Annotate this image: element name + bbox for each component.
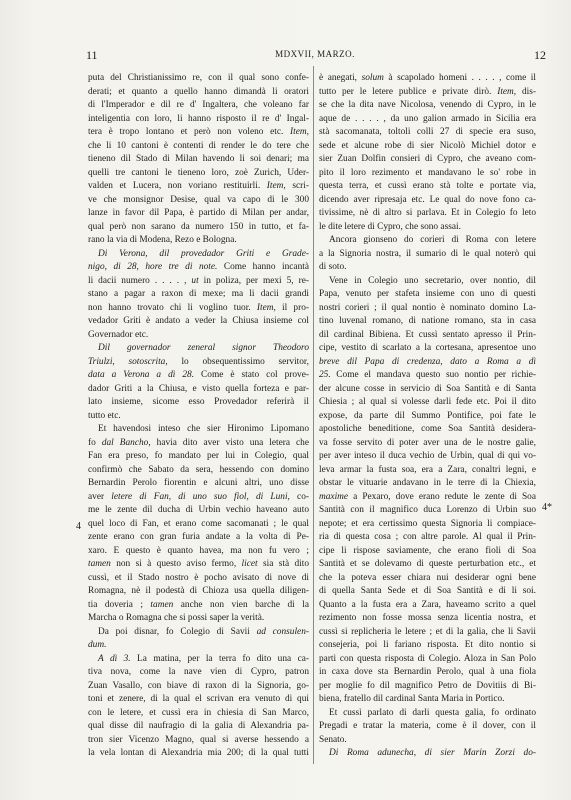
text-segment: ve che monsignor Desise, qual va capo di le 300: [88, 194, 309, 205]
running-header: [80, 48, 550, 62]
text-segment: cipe, vestito di scarlato a la cortesana, apresentoe uno: [319, 343, 536, 353]
text-segment: ria di questa cosa ; con altre parole. Al qual il Prin-: [319, 532, 536, 542]
text-line: [319, 437, 536, 451]
text-segment: è anegati,: [319, 73, 362, 83]
text-segment: tino luvenal romano, di natione romano, sta in casa: [319, 316, 536, 326]
text-line: [88, 747, 309, 761]
text-segment: rezimento non fosse mossa senza licentia nostra, et: [319, 613, 536, 623]
text-line: [319, 545, 536, 559]
text-segment: Da poi disnar, fo Colegio di Savii: [98, 626, 257, 637]
text-line: [319, 558, 536, 572]
text-line: [88, 356, 309, 370]
text-segment: Marcha o Romagna che si possi saper la verità.: [88, 613, 265, 623]
text-segment: Come el mandava questo suo nontio per richie-: [330, 370, 536, 380]
text-line: [319, 707, 536, 721]
text-segment: Ancora gionseno do corieri di Roma con letere: [329, 235, 536, 245]
text-segment: co-: [289, 491, 309, 502]
text-segment: tiva nova, come la nave vien di Cypro, patron: [88, 667, 309, 677]
text-segment: La matina, per la terra fo dito una ca-: [130, 653, 309, 664]
text-line: [319, 720, 536, 734]
text-line: [319, 491, 536, 505]
text-segment: sia stà dito: [257, 559, 309, 569]
text-line: [88, 369, 309, 383]
text-segment: biena, fratello dil cardinal Santa Maria in Portico.: [319, 694, 505, 704]
text-segment: Quanto a la fusta era a Zara, haveamo scrito a quel: [319, 599, 536, 610]
text-line: [88, 680, 309, 694]
text-segment: nigo, di 28, hore tre di note.: [88, 262, 218, 272]
text-segment: in poliza, per mexi 5, re-: [198, 275, 309, 286]
running-title: MDXVII, MARZO.: [275, 49, 355, 59]
text-line: [88, 221, 309, 235]
text-line: [319, 666, 536, 680]
text-line: [319, 680, 536, 694]
text-line: [88, 437, 309, 451]
text-segment: a Pexaro, dove erano redute le zente di Soa: [348, 491, 536, 502]
text-segment: Triulzi, sotoscrita,: [88, 356, 168, 367]
text-line: [88, 558, 309, 572]
text-segment: Item,: [256, 302, 276, 313]
text-line: [319, 221, 536, 235]
text-segment: Come è stato col prove-: [194, 370, 309, 380]
text-line: [319, 153, 536, 167]
text-segment: breve dil Papa di credenza, dato a Roma a dì: [319, 356, 536, 367]
text-segment: cussì, et il Stado nostro è pocho avisato di nove di: [88, 572, 309, 583]
text-segment: ad consulen-: [256, 626, 309, 637]
text-segment: che la poteva esser chiara nui desiderar ogni bene: [319, 572, 536, 583]
text-segment: partì con questa risposta di Colegio. Aloza in San Polo: [319, 653, 536, 664]
text-line: [319, 369, 536, 383]
text-line: [88, 410, 309, 424]
text-segment: scri-: [285, 181, 309, 191]
text-segment: obstar le vituarie andavano in le terre di la Chiexia,: [319, 478, 536, 488]
text-line: [319, 747, 536, 761]
text-segment: stano a pagar a raxon di mexe; ma li dacii grandi: [88, 289, 309, 299]
text-line: [88, 734, 309, 748]
text-line: [88, 261, 309, 275]
text-line: [88, 545, 309, 559]
text-segment: letere di Fan, di uno suo fiol, di Luni,: [111, 491, 290, 502]
text-segment: questa terra, et cussì erano stà tolte e portate via,: [319, 181, 536, 191]
text-line: [319, 261, 536, 275]
text-segment: rano la via di Modena, Rezo e Bologna.: [88, 235, 237, 245]
text-segment: aver: [88, 491, 112, 502]
text-line: [319, 167, 536, 181]
text-line: [88, 113, 309, 127]
text-line: [88, 383, 309, 397]
text-line: [88, 396, 309, 410]
text-segment: Senato.: [319, 734, 347, 745]
text-line: [319, 464, 536, 478]
text-segment: Di Verona, dil provedador Griti e Grade-: [98, 248, 309, 259]
text-segment: à scapolado homeni . . . . , come il: [383, 73, 536, 83]
text-segment: dal Bancho,: [101, 437, 151, 448]
text-segment: tutto etc.: [88, 410, 121, 421]
text-line: [319, 504, 536, 518]
text-line: [319, 329, 536, 343]
text-line: [319, 693, 536, 707]
text-line: [319, 396, 536, 410]
text-segment: Et havendosi inteso che sier Hironimo Lipomano: [98, 424, 309, 434]
text-line: [319, 288, 536, 302]
text-line: [319, 734, 536, 748]
text-segment: Fan era preso, fo mandato per lui in Colegio, qual: [88, 451, 309, 461]
text-segment: toni et zenere, di la qual el scrivan era venuto di qui: [88, 694, 309, 704]
text-line: [88, 153, 309, 167]
text-line: [88, 450, 309, 464]
text-segment: dicendo aver ripresaja etc. Le qual do nove fono ca-: [319, 194, 536, 205]
text-line: [88, 207, 309, 221]
text-line: [319, 113, 536, 127]
text-line: [88, 126, 309, 140]
text-segment: der alcune cosse in servicio di Soa Santità e di Santa: [319, 383, 536, 394]
text-segment: consejeria, poi li fariano risposta. Et dito nontio si: [319, 640, 536, 650]
text-segment: con le letere, et cussì era in chiesia di San Marco,: [88, 707, 309, 718]
text-segment: havia dito aver visto una letera che: [150, 437, 310, 448]
text-line: [88, 329, 309, 343]
text-line: [319, 86, 536, 100]
text-segment: di soto.: [319, 262, 347, 272]
text-segment: per moglie fo dil magnifico Petro de Dovitiis di Bi-: [319, 680, 536, 691]
text-line: [319, 639, 536, 653]
text-segment: dil cardinal Bibiena. Et cussì sentato apresso il Prin-: [319, 329, 536, 340]
text-line: [88, 342, 309, 356]
text-segment: Di Roma adunecha, di sier Marin Zorzi do-: [329, 748, 536, 758]
text-line: [319, 72, 536, 86]
text-segment: zente erano con gran furia andate a la volta di Pe-: [88, 532, 309, 542]
text-line: [319, 126, 536, 140]
text-segment: Et cussì parlato di darli questa galia, fo ordinato: [329, 707, 536, 718]
text-segment: Item,: [290, 127, 309, 137]
text-segment: Chiesia ; al qual si volesse darli fede etc. Poi il dito: [319, 397, 536, 407]
text-line: [88, 653, 309, 667]
text-line: [319, 518, 536, 532]
text-segment: derati; et quanto a quello hanno dimandà li oratori: [88, 86, 309, 97]
text-line: [319, 207, 536, 221]
text-line: [88, 477, 309, 491]
text-line: [88, 72, 309, 86]
text-segment: 25.: [319, 370, 331, 380]
text-segment: dador Griti a la Chiusa, e visto quella forteza e par-: [88, 383, 309, 394]
text-line: [319, 342, 536, 356]
text-segment: maxime: [319, 491, 349, 502]
text-segment: qual però non sarano da numero 150 in tutto, et fa-: [88, 221, 309, 232]
text-segment: che li 10 cantoni è contenti di render le do tere che: [88, 140, 309, 151]
text-segment: Bernardin Perolo fiorentin e alcuni altri, uno disse: [88, 478, 309, 488]
text-line: [88, 167, 309, 181]
text-line: [319, 572, 536, 586]
text-segment: il pro-: [275, 302, 310, 313]
text-line: [88, 666, 309, 680]
text-segment: solum: [361, 73, 384, 83]
text-segment: valden et Lucera, non voriano restituirli.: [88, 181, 267, 191]
right-text-column: [319, 72, 536, 761]
text-segment: sier Zuan Dolfin consieri di Cypro, che aveano com-: [319, 154, 536, 164]
margin-note-right: 4*: [542, 502, 552, 513]
text-line: [88, 585, 309, 599]
text-segment: Santità con il magnifico duca Lorenzo di Urbin suo: [319, 505, 536, 515]
text-segment: tamen: [88, 559, 111, 569]
text-line: [319, 356, 536, 370]
text-segment: fo: [88, 437, 102, 448]
text-line: [88, 531, 309, 545]
text-line: [88, 302, 309, 316]
text-segment: Zuan Vasallo, con biave di raxon di la Signoria, go-: [88, 680, 309, 691]
text-segment: tieneno dil Stado di Milan havendo li soi denari; ma: [88, 154, 309, 164]
text-segment: apostoliche beneditione, come Soa Santità desidera-: [319, 424, 536, 434]
text-line: [88, 518, 309, 532]
text-segment: per aver inteso il duca vechio de Urbin, qual di qui vo-: [319, 451, 536, 461]
text-segment: quelli tre cantoni le tieneno loro, zoè Zurich, Uder-: [88, 167, 309, 178]
text-segment: di quella Santa Sede et di Soa Santità e di li soi.: [319, 586, 536, 596]
text-segment: dum.: [88, 640, 107, 650]
text-line: [319, 477, 536, 491]
text-segment: vedador Griti è andato a veder la Chiusa insieme col: [88, 316, 309, 326]
page-number-left: 11: [86, 48, 98, 62]
text-segment: tron sier Vicenzo Magno, qual si averse hessendo a: [88, 734, 309, 745]
text-segment: inteligentia con loro, li hanno risposto il re d' Ingal-: [88, 113, 309, 124]
text-segment: nepote; et era certissimo questa Signoria li compiace-: [319, 518, 536, 529]
text-segment: Come hanno incantà: [217, 262, 309, 272]
text-segment: tia doveria ;: [88, 599, 151, 610]
text-segment: confirmò che Sabato da sera, hessendo con domino: [88, 464, 309, 475]
text-segment: se che la dita nave Nicolosa, venendo di Cypro, in le: [319, 100, 536, 110]
text-segment: A dì 3.: [98, 653, 131, 664]
text-line: [319, 585, 536, 599]
text-line: [319, 248, 536, 262]
text-segment: puta del Christianissimo re, con il qual sono confe-: [88, 73, 309, 83]
text-segment: expose, da parte dil Summo Pontifice, poi fate le: [319, 410, 536, 421]
text-segment: tera è tropo lontano et però non voleno etc.: [88, 127, 291, 137]
page-number-right: 12: [534, 48, 546, 62]
text-segment: pito il loro rezimento et mandavano le so' robe in: [319, 167, 536, 178]
text-line: [88, 693, 309, 707]
text-segment: le dite letere di Cypro, che sono assai.: [319, 221, 461, 232]
text-line: [319, 450, 536, 464]
text-segment: cipe li rispose saviamente, che erano fioli di Soa: [319, 545, 536, 556]
text-segment: nostri corieri ; il qual nontio è nominato domino La-: [319, 302, 536, 313]
text-line: [88, 707, 309, 721]
text-line: [88, 99, 309, 113]
text-line: [88, 194, 309, 208]
text-line: [88, 288, 309, 302]
text-line: [319, 234, 536, 248]
left-text-column: [88, 72, 309, 761]
text-line: [88, 639, 309, 653]
text-line: [88, 504, 309, 518]
text-line: [319, 180, 536, 194]
text-line: [88, 234, 309, 248]
text-segment: quel loco di Fan, et erano come sacomanati ; le qual: [88, 518, 309, 529]
text-segment: anche non vien barche di la: [173, 599, 309, 610]
margin-note-left: 4: [76, 521, 81, 532]
text-segment: lo obsequentissimo servitor,: [167, 356, 310, 367]
text-line: [319, 275, 536, 289]
text-segment: Vene in Colegio uno secretario, over nontio, dil: [329, 275, 536, 286]
text-line: [319, 423, 536, 437]
text-segment: cussì si replicheria le letere ; et di la galia, che li Savii: [319, 626, 536, 637]
text-line: [88, 464, 309, 478]
text-segment: Governador etc.: [88, 329, 149, 340]
text-line: [88, 86, 309, 100]
text-line: [88, 315, 309, 329]
text-segment: xaro. E questo è quanto havea, ma non fu vero ;: [88, 545, 309, 556]
text-line: [88, 491, 309, 505]
text-segment: qual disse dil naufragio di la galia di Alexandria pa-: [88, 721, 309, 731]
text-line: [88, 599, 309, 613]
text-line: [88, 140, 309, 154]
text-line: [319, 140, 536, 154]
text-line: [319, 612, 536, 626]
text-segment: tivissime, nè di altro si parlava. Et in Colegio fo leto: [319, 208, 536, 218]
text-segment: Item,: [497, 86, 517, 97]
text-line: [319, 599, 536, 613]
text-segment: Item,: [266, 181, 286, 191]
text-segment: stà sacomanata, toltoli colli 27 di specie era suso,: [319, 127, 536, 137]
text-segment: licet: [241, 559, 258, 569]
text-segment: aque de . . . . , da uno galion armado in Sicilia era: [319, 113, 536, 124]
text-line: [88, 572, 309, 586]
text-segment: Romagna, nè il podestà di Chioza usa quella diligen-: [88, 586, 309, 596]
text-segment: Papa, venuto per stafeta insieme con uno di questi: [319, 289, 536, 299]
text-segment: data a Verona a dì 28.: [88, 370, 195, 380]
text-line: [319, 302, 536, 316]
text-segment: leva armar la fusta soa, era a Zara, conaltri legni, e: [319, 464, 536, 475]
text-line: [319, 653, 536, 667]
text-line: [319, 531, 536, 545]
text-segment: a la Signoria nostra, il sumario di le qual noterò qui: [319, 248, 536, 259]
text-segment: me le zente dil ducha di Urbin vechio haveano auto: [88, 505, 309, 515]
text-segment: non hanno trovato chi li voglino tuor.: [88, 302, 257, 313]
text-line: [88, 180, 309, 194]
text-segment: tamen: [150, 599, 174, 610]
text-line: [319, 194, 536, 208]
text-line: [319, 383, 536, 397]
text-segment: dis-: [516, 86, 537, 97]
text-segment: va fosse servito di poter aver una de le nostre galie,: [319, 437, 536, 448]
text-line: [88, 720, 309, 734]
text-segment: ut: [191, 275, 199, 286]
text-line: [88, 612, 309, 626]
text-segment: Santità et se dolevamo di queste perturbation etc., et: [319, 559, 536, 569]
text-segment: non si à questo aviso fermo,: [110, 559, 242, 569]
text-line: [319, 99, 536, 113]
text-segment: tutto per le letere publice e private dirò.: [319, 86, 498, 97]
text-line: [88, 275, 309, 289]
text-segment: sede et alcune robe di sier Nicolò Michiel dotor e: [319, 140, 536, 151]
text-line: [319, 315, 536, 329]
text-segment: di l'Imperador e dil re d' Ingaltera, che voleano far: [88, 100, 309, 110]
text-line: [319, 626, 536, 640]
text-segment: lato insieme, sicome esso Provedador referirà il: [88, 397, 309, 407]
text-segment: li dacii numero . . . . ,: [88, 275, 192, 286]
text-segment: in caxa dove sta Bernardin Perolo, qual à una fiola: [319, 667, 536, 677]
text-line: [88, 423, 309, 437]
text-segment: lanze in favor dil Papa, è partido di Milan per andar,: [88, 208, 309, 218]
text-segment: Dil governador zeneral signor Theodoro: [98, 343, 309, 353]
text-line: [88, 248, 309, 262]
column-divider: [313, 66, 314, 764]
text-line: [319, 410, 536, 424]
text-segment: la vela lontan di Alexandria mia 200; di la qual tutti: [88, 748, 309, 758]
text-segment: Pregadi e tratar la materia, come è il dover, con il: [319, 721, 536, 731]
text-line: [88, 626, 309, 640]
